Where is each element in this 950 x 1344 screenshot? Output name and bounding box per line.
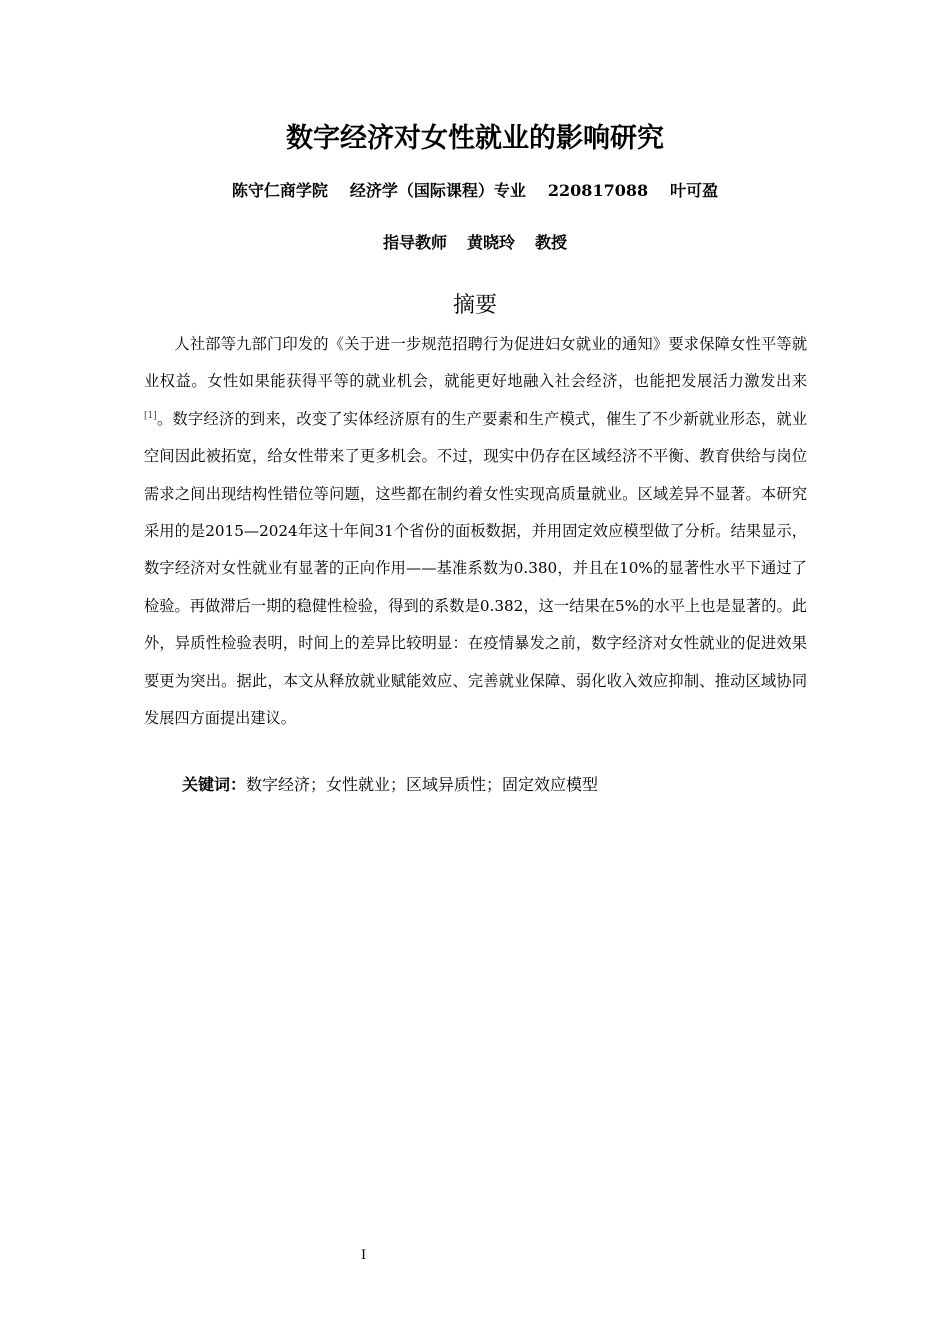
paper-title: 数字经济对女性就业的影响研究 — [286, 123, 664, 154]
keywords-label: 关键词： — [182, 775, 247, 794]
author-student-id: 220817088 — [547, 181, 649, 200]
abstract-body — [144, 326, 807, 737]
advisor-name: 黄晓玲 — [466, 233, 515, 252]
advisor-line — [0, 230, 950, 253]
advisor-label: 指导教师 — [382, 233, 447, 252]
advisor-rank: 教授 — [535, 233, 568, 252]
abstract-text-part1: 人社部等九部门印发的《关于进一步规范招聘行为促进妇女就业的通知》要求保障女性平等就业权益。女性如果能获得平等的就业机会，就能更好地融入社会经济，也能把发展活力激发出来 — [144, 335, 807, 391]
page-number: I — [361, 1248, 367, 1263]
keywords-line — [182, 772, 598, 795]
author-major: 经济学（国际课程）专业 — [349, 181, 526, 200]
keywords-text: 数字经济；女性就业；区域异质性；固定效应模型 — [246, 775, 599, 794]
author-line — [0, 178, 950, 201]
abstract-text-part2: 。数字经济的到来，改变了实体经济原有的生产要素和生产模式，催生了不少新就业形态，就业空间因此被拓宽，给女性带来了更多机会。不过，现实中仍存在区域经济不平衡、教育供给与岗位需求之间出现结构性错位等问题，这些都在制约着女性实现高质量就业。区域差异不显著。本研究采用的是2015—2024年这十年间31个省份的面板数据，并用固定效应模型做了分析。结果显示，数字经济对女性就业有显著的正向作用——基准系数为0.380，并且在10%的显著性水平下通过了检验。再做滞后一期的稳健性检验，得到的系数是0.382，这一结果在5%的水平上也是显著的。此外，异质性检验表明，时间上的差异比较明显：在疫情暴发之前，数字经济对女性就业的促进效果要更为突出。据此，本文从释放就业赋能效应、完善就业保障、弱化收入效应抑制、推动区域协同发展四方面提出建议。 — [144, 409, 807, 728]
author-school: 陈守仁商学院 — [231, 181, 328, 200]
citation-reference[interactable]: [1] — [144, 410, 157, 421]
abstract-heading: 摘要 — [452, 293, 497, 318]
author-name: 叶可盈 — [670, 181, 719, 200]
